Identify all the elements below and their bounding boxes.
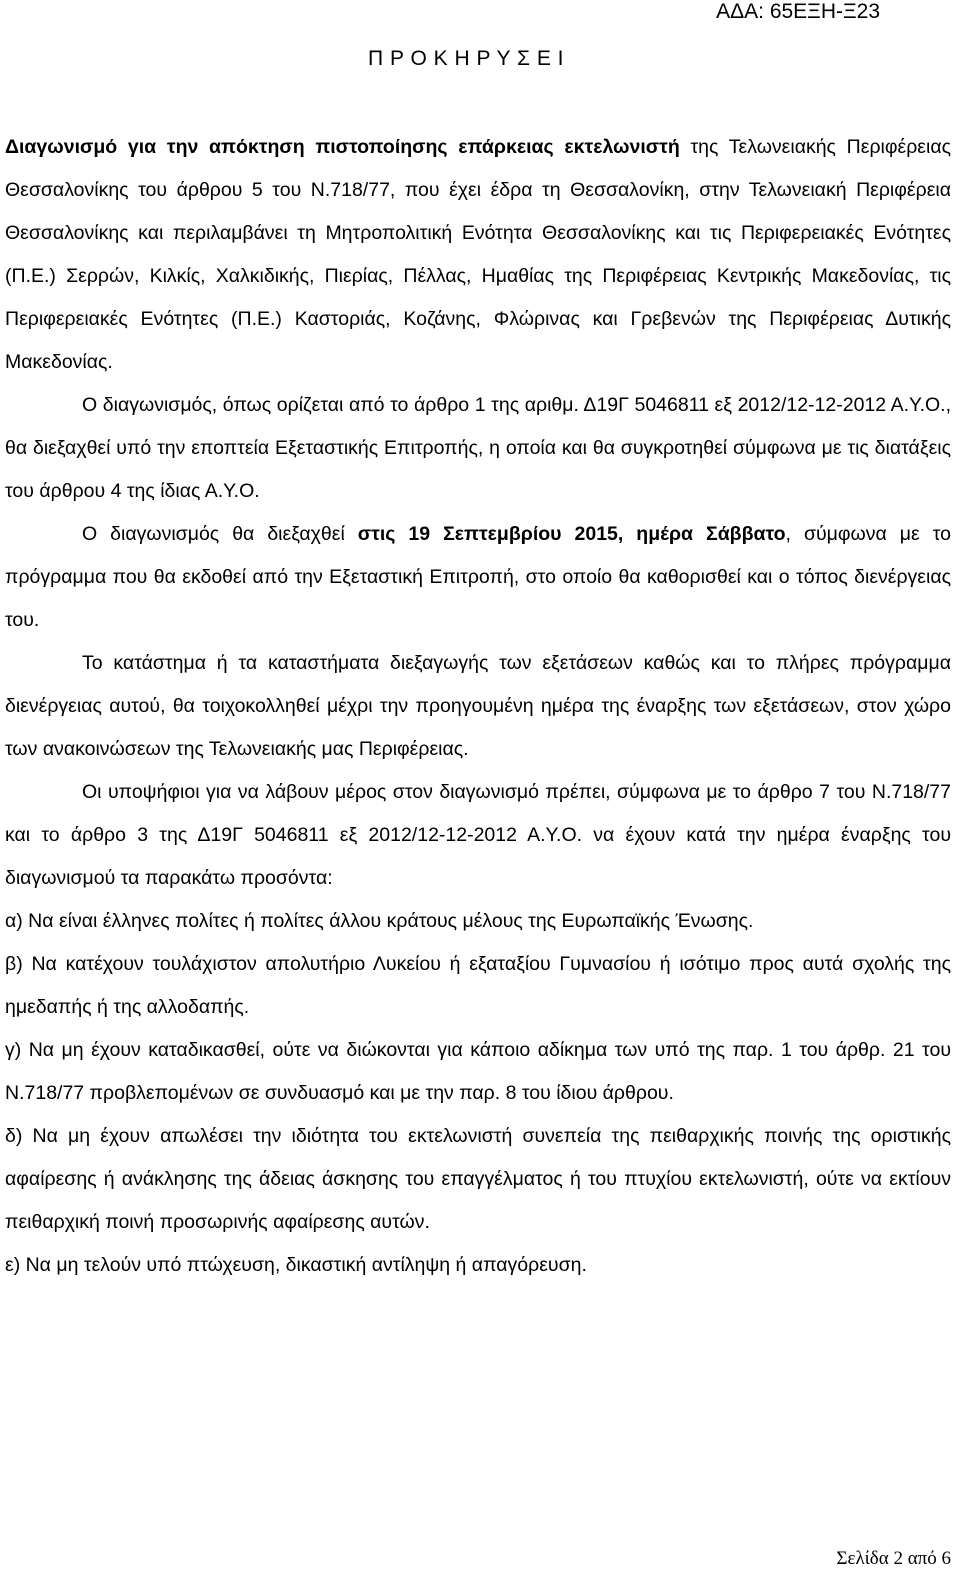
paragraph-date (5, 513, 951, 642)
intro-text: της Τελωνειακής Περιφέρειας Θεσσαλονίκης του άρθρου 5 του Ν.718/77, που έχει έδρα τη Θεσσαλονίκη, στην Τελωνειακή Περιφέρεια Θεσσαλονίκης και περιλαμβάνει τη Μητροπολιτική Ενότητα Θεσσαλονίκης και τις Περιφερειακές Ενότητες (Π.Ε.) Σερρών, Κιλκίς, Χαλκιδικής, Πιερίας, Πέλλας, Ημαθίας της Περιφέρειας Κεντρικής Μακεδονίας, τις Περιφερειακές Ενότητες (Π.Ε.) Καστοριάς, Κοζάνης, Φλώρινας και Γρεβενών της Περιφέρειας Δυτικής Μακεδονίας. (5, 136, 952, 373)
paragraph-competition-basis: Ο διαγωνισμός, όπως ορίζεται από το άρθρο 1 της αριθμ. Δ19Γ 5046811 εξ 2012/12-12-2012 Α.Υ.Ο., θα διεξαχθεί υπό την εποπτεία Εξεταστικής Επιτροπής, η οποία και θα συγκροτηθεί σύμφωνα με τις διατάξεις του άρθρου 4 της ίδιας Α.Υ.Ο. (5, 394, 951, 502)
intro-bold-text: Διαγωνισμό για την απόκτηση πιστοποίησης επάρκειας εκτελωνιστή (5, 136, 680, 158)
document-title: Π Ρ Ο Κ Η Ρ Υ Σ Ε Ι (368, 47, 565, 70)
intro-paragraph (5, 126, 951, 384)
requirement-item-a: α) Να είναι έλληνες πολίτες ή πολίτες άλλου κράτους μέλους της Ευρωπαϊκής Ένωσης. (5, 910, 754, 932)
requirement-item-c: γ) Να μη έχουν καταδικασθεί, ούτε να διώκονται για κάποιο αδίκημα των υπό της παρ. 1 του άρθρ. 21 του Ν.718/77 προβλεπομένων σε συνδυασμό και με την παρ. 8 του ίδιου άρθρου. (5, 1039, 951, 1104)
ada-code: ΑΔΑ: 65ΕΞΗ-Ξ23 (716, 0, 880, 23)
requirement-item-d: δ) Να μη έχουν απωλέσει την ιδιότητα του εκτελωνιστή συνεπεία της πειθαρχικής ποινής της οριστικής αφαίρεσης ή ανάκλησης της άδειας άσκησης του επαγγέλματος ή του πτυχίου εκτελωνιστή, ούτε να εκτίουν πειθαρχική ποινή προσωρινής αφαίρεσης αυτών. (5, 1125, 951, 1233)
paragraph-venue: Το κατάστημα ή τα καταστήματα διεξαγωγής των εξετάσεων καθώς και το πλήρες πρόγραμμα διενέργειας αυτού, θα τοιχοκολληθεί μέχρι την προηγουμένη ημέρα της έναρξης των εξετάσεων, στον χώρο των ανακοινώσεων της Τελωνειακής μας Περιφέρειας. (5, 652, 951, 760)
requirement-item-e: ε) Να μη τελούν υπό πτώχευση, δικαστική αντίληψη ή απαγόρευση. (5, 1254, 587, 1276)
paragraph-requirements: Οι υποψήφιοι για να λάβουν μέρος στον διαγωνισμό πρέπει, σύμφωνα με το άρθρο 7 του Ν.718/77 και το άρθρο 3 της Δ19Γ 5046811 εξ 2012/12-12-2012 Α.Υ.Ο. να έχουν κατά την ημέρα έναρξης του διαγωνισμού τα παρακάτω προσόντα: (5, 781, 951, 889)
date-pre-text: Ο διαγωνισμός θα διεξαχθεί (82, 523, 358, 545)
date-bold-text: στις 19 Σεπτεμβρίου 2015, ημέρα Σάββατο (357, 523, 786, 545)
requirement-item-b: β) Να κατέχουν τουλάχιστον απολυτήριο Λυκείου ή εξαταξίου Γυμνασίου ή ισότιμο προς αυτά σχολής της ημεδαπής ή της αλλοδαπής. (5, 953, 951, 1018)
page-number: Σελίδα 2 από 6 (836, 1548, 951, 1569)
document-body (5, 126, 951, 1287)
date-post-text: , σύμφωνα με το πρόγραμμα που θα εκδοθεί από την Εξεταστική Επιτροπή, στο οποίο θα καθορισθεί και ο τόπος διενέργειας του. (5, 523, 951, 631)
